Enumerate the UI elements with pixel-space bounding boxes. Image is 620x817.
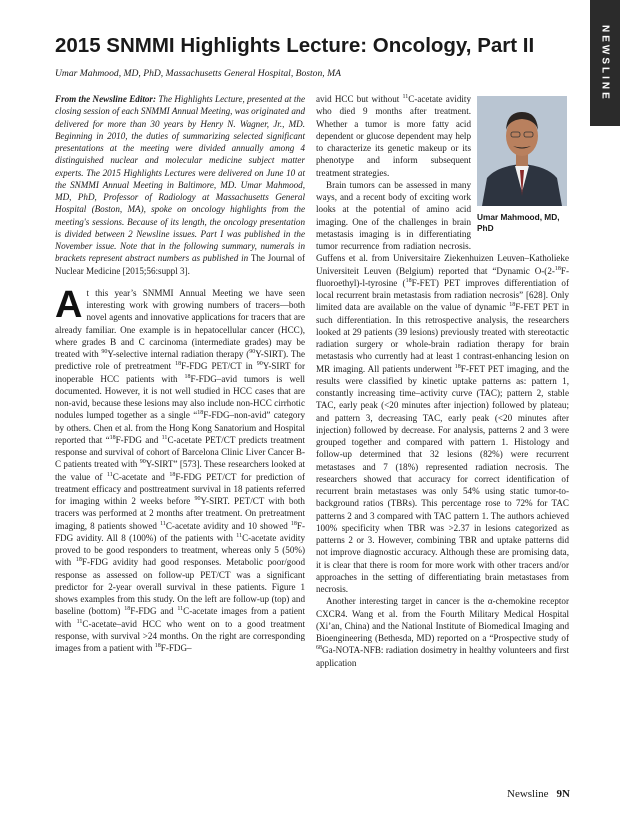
page-footer bbox=[478, 788, 570, 800]
body-paragraph: Another interesting target in cancer is the α-chemokine receptor CXCR4. Wang et al. from the Fourth Military Medical Hospital (Xi’an, China) and the National Institute of Biomedical Imaging and Bioengineering (Bethesda, MD) reported on a “Prospective study of $^{68}$Ga-NOTA-NFB: radiation dosimetry in healthy volunteers and first application bbox=[316, 596, 569, 668]
section-tab: NEWSLINE bbox=[590, 0, 620, 126]
author-photo bbox=[477, 96, 567, 206]
author-byline: Umar Mahmood, MD, PhD, Massachusetts General Hospital, Boston, MA bbox=[55, 68, 341, 79]
body-paragraph: avid HCC but without $^{11}$C-acetate avidity who died 9 months after treatment. Whether a tumor is more fatty acid dependent or glucose dependent may help to characterize its genetic makeup or its phenotype and inform subsequent treatment strategies. bbox=[316, 93, 472, 178]
column-left bbox=[55, 93, 305, 654]
article-title: 2015 SNMMI Highlights Lecture: Oncology, Part II bbox=[55, 34, 535, 57]
editor-note: From the Newsline Editor: The Highlights Lecture, presented at the closing session of each SNMMI Annual Meeting, was originated and delivered for more than 30 years by Henry N. Wagner, Jr., MD. Beginning in 2010, the duties of summarizing selected significant presentations at the meeting were divided annually among 4 distinguished nuclear and molecular medicine subject matter experts. The 2015 Highlights Lectures were delivered on June 10 at the SNMMI Annual Meeting in Baltimore, MD. Umar Mahmood, MD, PhD, Professor of Radiology at Massachusetts General Hospital (Boston, MA), spoke on oncology highlights from the meeting's sessions. Because of its length, the oncology presentation is divided between 2 Newsline issues. Part I was published in the November issue. Note that in the following summary, numerals in brackets represent abstract numbers as published in The Journal of Nuclear Medicine [2015;56:suppl 3]. bbox=[55, 94, 305, 276]
photo-caption: Umar Mahmood, MD, PhD bbox=[477, 212, 560, 233]
body-paragraph: At this year’s SNMMI Annual Meeting we have seen interesting work with growing numbers of tracers—both novel agents and innovative applications for tracers that are already familiar. One example is in hepatocellular cancer (HCC), where grades B and C carcinoma (intermediate grades) may be treated with $^{90}$Y-selective internal radiation therapy ($^{90}$Y-SIRT). The predictive role of pretreatment $^{18}$F-FDG PET/CT in $^{90}$Y-SIRT for inoperable HCC patients with $^{18}$F-FDG–avid tumors is well documented. However, it is not well studied in HCC cases that are non-avid, because these lesions may also include non-HCC cirrhotic nodules lumped together as a single “$^{18}$F-FDG–non-avid” category by others. Chen et al. from the Hong Kong Sanatorium and Hospital reported that “$^{18}$F-FDG and $^{11}$C-acetate PET/CT predicts treatment response and survival of cohort of Barcelona Clinic Liver Cancer B-C patients treated with $^{90}$Y-SIRT” [573]. These researchers looked at the value of $^{11}$C-acetate and $^{18}$F-FDG PET/CT for prediction of treatment efficacy and posttreatment survival in 18 patients referred for imaging within 2 weeks before $^{90}$Y-SIRT. PET/CT with both tracers was performed at 2 months after treatment. On pretreatment imaging, 8 patients showed $^{11}$C-acetate avidity and 10 showed $^{18}$F-FDG avidity. All 8 (100%) of the patients with $^{11}$C-acetate avidity proved to be good responders to treatment, whereas only 5 (50%) with $^{18}$F-FDG avidity had good responses. Metabolic poor/good response as assessed on follow-up PET/CT was a significant predictor for 2-year overall survival in these patients. Figure 1 shows examples from this study. On the left are follow-up (top) and baseline (bottom) $^{18}$F-FDG and $^{11}$C-acetate images from a patient with $^{11}$C-acetate–avid HCC who went on to a good treatment response, with survival >24 months. On the right are corresponding images from a patient with $^{18}$F-FDG– bbox=[55, 283, 306, 653]
footer-label: Newsline bbox=[507, 788, 549, 800]
page-number: 9N bbox=[556, 788, 570, 800]
body-paragraph: Brain tumors can be assessed in many ways, and a recent body of exciting work looks at the potential of amino acid imaging. One of the challenges in brain metastasis imaging is in differentiating tumor recurrence from radiation necrosis. Guffens et al. from Universitaire Ziekenhuizen Leuven–Katholieke Universiteit Leuven (Belgium) reported that “Dynamic O-(2-$^{18}$F-fluoroethyl)-l-tyrosine ($^{18}$F-FET) PET improves differentiation of local recurrent brain metastasis from radiation necrosis” [628]. Only limited data are available on the value of dynamic $^{18}$F-FET PET in such differentiation. In this retrospective analysis, the researchers looked at 29 patients (39 lesions) previously treated with stereotactic radiation surgery or whole-brain radiation therapy for brain metastasis who currently had at least 1 contrast-enhancing lesion on MR imaging. All patients underwent $^{18}$F-FET PET imaging, and the results were classified by kinetic uptake patterns as: pattern 1, constantly increasing time–activity curve (TAC); pattern 2, stable TAC, early peak (<20 minutes after injection) followed by plateau; and pattern 3, decreasing TAC, early peak (<20 minutes after injection) followed by decrease. For analysis, patterns 2 and 3 were grouped together and compared with pattern 1. Histology and follow-up determined that 32 lesions (82%) were recurrent metastases and 7 (18%) represented radiation necrosis. The researchers showed that accuracy for correct identification of recurrent brain metastases was only 54% using static tumor-to-background ratios (TBRs). This percentage rose to 72% for TAC patterns 2 and 3 compared with TAC pattern 1. The authors achieved 100% specificity when TBR was >2.37 in lesions categorized as patterns 2 or 3. However, combining TBR and uptake patterns did not improve diagnostic accuracy. Although these are promising data, it is clear that there is room for more work with other tracers and/or approaches in the setting of differentiating brain metastases from necrosis. bbox=[316, 179, 569, 594]
drop-cap: A bbox=[55, 283, 83, 326]
